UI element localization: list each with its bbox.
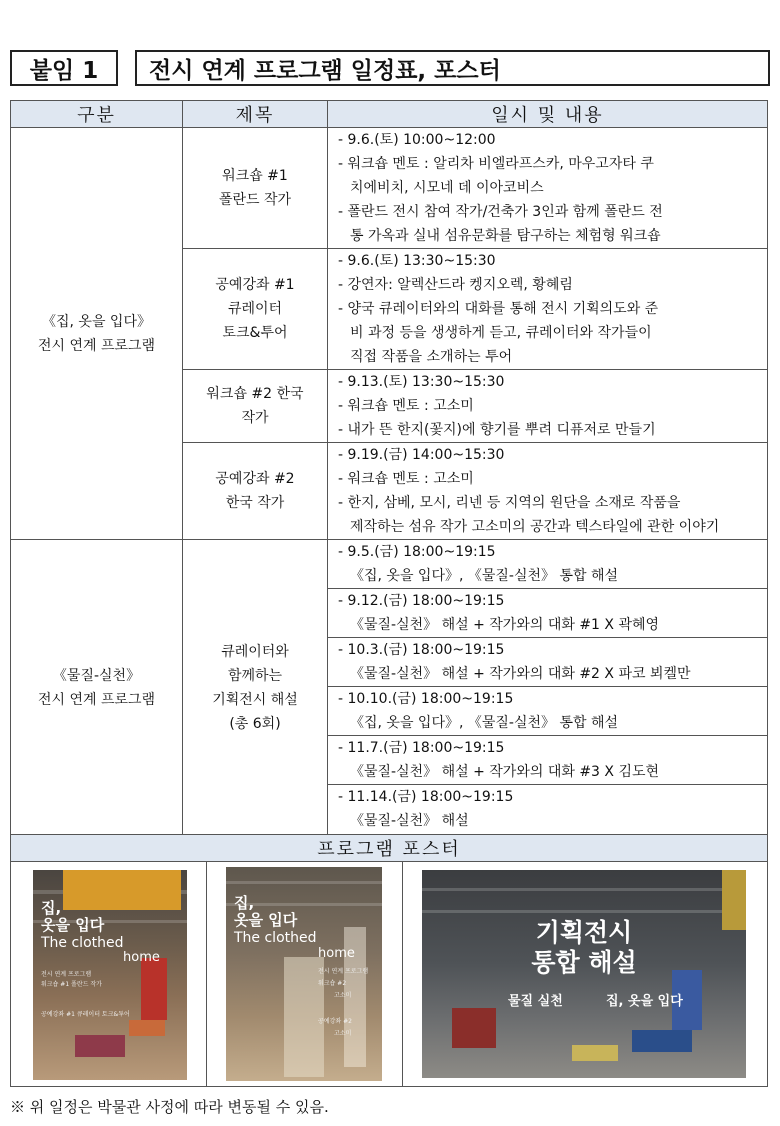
program-title xyxy=(183,370,328,443)
program-title-line: 공예강좌 #2 xyxy=(215,471,295,487)
session-cell xyxy=(328,540,768,589)
program-title-line: 기획전시 해설 xyxy=(212,692,298,708)
poster-text: 공예강좌 #1 큐레이터 토크&투어 xyxy=(41,1011,130,1018)
content-line: - 워크숍 멘토 : 고소미 xyxy=(338,471,474,487)
header-category: 구분 xyxy=(11,101,183,128)
content-line: - 한지, 삼베, 모시, 리넨 등 지역의 원단을 소재로 작품을 xyxy=(338,495,681,511)
page-title: 전시 연계 프로그램 일정표, 포스터 xyxy=(135,50,770,86)
poster-title-en2: home xyxy=(318,946,355,961)
content-line: - 워크숍 멘토 : 고소미 xyxy=(338,398,474,414)
poster-title-ko: 집, 옷을 입다 xyxy=(234,894,298,929)
program-content xyxy=(328,249,768,370)
poster-title-en2: home xyxy=(123,950,160,965)
poster-text: 공예강좌 #2 xyxy=(318,1018,352,1025)
content-line: - 폴란드 전시 참여 작가/건축가 3인과 함께 폴란드 전 xyxy=(338,204,663,220)
session-cell xyxy=(328,785,768,837)
session-date: - 10.10.(금) 18:00~19:15 xyxy=(338,691,514,707)
poster-cell-2 xyxy=(207,862,403,1087)
poster-image-3 xyxy=(422,870,746,1078)
program-title-line: 작가 xyxy=(241,410,269,426)
header-title: 제목 xyxy=(183,101,328,128)
poster-title-en: The clothed xyxy=(234,930,317,946)
session-desc: 《물질-실천》 해설 xyxy=(350,813,469,829)
poster-title-ko: 집, 옷을 입다 xyxy=(41,899,105,934)
category-name: 《물질-실천》 xyxy=(52,668,141,684)
poster-image-1 xyxy=(33,870,187,1080)
schedule-table xyxy=(10,100,768,837)
content-line: - 워크숍 멘토 : 알리차 비엘라프스카, 마우고자타 쿠 xyxy=(338,156,654,172)
session-desc: 《집, 옷을 입다》, 《물질-실천》 통합 해설 xyxy=(350,568,619,584)
session-desc: 《물질-실천》 해설 + 작가와의 대화 #3 X 김도현 xyxy=(350,764,660,780)
session-cell xyxy=(328,736,768,785)
poster-text: 전시 연계 프로그램 xyxy=(41,971,92,978)
content-line: 통 가옥과 실내 섬유문화를 탐구하는 체험형 워크숍 xyxy=(350,228,661,244)
program-title-line: 공예강좌 #1 xyxy=(215,277,295,293)
program-content xyxy=(328,443,768,540)
program-title-line: 큐레이터와 xyxy=(221,644,289,660)
content-line: - 9.13.(토) 13:30~15:30 xyxy=(338,374,505,390)
content-line: - 9.6.(토) 10:00~12:00 xyxy=(338,132,496,148)
session-date: - 9.5.(금) 18:00~19:15 xyxy=(338,544,496,560)
session-desc: 《집, 옷을 입다》, 《물질-실천》 통합 해설 xyxy=(350,715,619,731)
session-date: - 11.7.(금) 18:00~19:15 xyxy=(338,740,505,756)
content-line: 직접 작품을 소개하는 투어 xyxy=(350,349,513,365)
poster-text: 고소미 xyxy=(334,992,352,999)
content-line: - 강연자: 알렉산드라 켕지오렉, 황혜림 xyxy=(338,277,573,293)
footnote: ※ 위 일정은 박물관 사정에 따라 변동될 수 있음. xyxy=(10,1098,329,1116)
content-line: 비 과정 등을 생생하게 듣고, 큐레이터와 작가들이 xyxy=(350,325,652,341)
content-line: 제작하는 섬유 작가 고소미의 공간과 텍스타일에 관한 이야기 xyxy=(350,519,720,535)
content-line: - 양국 큐레이터와의 대화를 통해 전시 기획의도와 준 xyxy=(338,301,659,317)
session-cell xyxy=(328,687,768,736)
program-title xyxy=(183,249,328,370)
program-title-line: 워크숍 #1 xyxy=(222,168,288,184)
poster-text: 워크숍 #2 xyxy=(318,980,347,987)
program-title-line: 큐레이터 xyxy=(227,301,283,317)
poster-title-en: The clothed xyxy=(41,935,124,951)
program-title xyxy=(183,128,328,249)
program-content xyxy=(328,128,768,249)
session-cell xyxy=(328,638,768,687)
session-date: - 11.14.(금) 18:00~19:15 xyxy=(338,789,514,805)
program-title-line: 워크숍 #2 한국 xyxy=(206,386,304,402)
session-date: - 10.3.(금) 18:00~19:15 xyxy=(338,642,505,658)
category-sub: 전시 연계 프로그램 xyxy=(37,337,156,354)
poster-text: 고소미 xyxy=(334,1030,352,1037)
program-title-line: 토크&투어 xyxy=(222,325,288,341)
content-line: - 내가 뜬 한지(꽃지)에 향기를 뿌려 디퓨저로 만들기 xyxy=(338,422,656,438)
poster-headline: 기획전시 통합 해설 xyxy=(531,918,637,977)
attachment-label: 붙임 1 xyxy=(10,50,118,86)
program-title xyxy=(183,540,328,837)
poster-table xyxy=(10,834,768,1087)
poster-image-2 xyxy=(226,867,382,1081)
category-cell xyxy=(11,540,183,837)
program-title-line: 함께하는 xyxy=(227,668,283,684)
category-sub: 전시 연계 프로그램 xyxy=(37,692,156,708)
poster-text: 워크숍 #1 폴란드 작가 xyxy=(41,981,102,988)
poster-header: 프로그램 포스터 xyxy=(11,835,768,862)
content-line: - 9.19.(금) 14:00~15:30 xyxy=(338,447,505,463)
program-title-line: 폴란드 작가 xyxy=(218,192,292,208)
program-content xyxy=(328,370,768,443)
session-desc: 《물질-실천》 해설 + 작가와의 대화 #1 X 곽혜영 xyxy=(350,617,660,633)
session-desc: 《물질-실천》 해설 + 작가와의 대화 #2 X 파코 뵈켈만 xyxy=(350,666,691,682)
program-title-line: 한국 작가 xyxy=(225,495,285,511)
header-content: 일시 및 내용 xyxy=(328,101,768,128)
session-cell xyxy=(328,589,768,638)
category-cell xyxy=(11,128,183,540)
content-line: 치에비치, 시모네 데 이아코비스 xyxy=(350,180,544,196)
poster-text: 전시 연계 프로그램 xyxy=(318,968,369,975)
content-line: - 9.6.(토) 13:30~15:30 xyxy=(338,253,496,269)
program-title xyxy=(183,443,328,540)
poster-cell-3 xyxy=(403,862,768,1087)
category-name: 《집, 옷을 입다》 xyxy=(42,313,151,330)
poster-sub-left: 물질 실천 xyxy=(508,994,563,1009)
session-date: - 9.12.(금) 18:00~19:15 xyxy=(338,593,505,609)
poster-sub-right: 집, 옷을 입다 xyxy=(606,994,683,1009)
program-title-line: (총 6회) xyxy=(229,716,281,732)
poster-cell-1 xyxy=(11,862,207,1087)
